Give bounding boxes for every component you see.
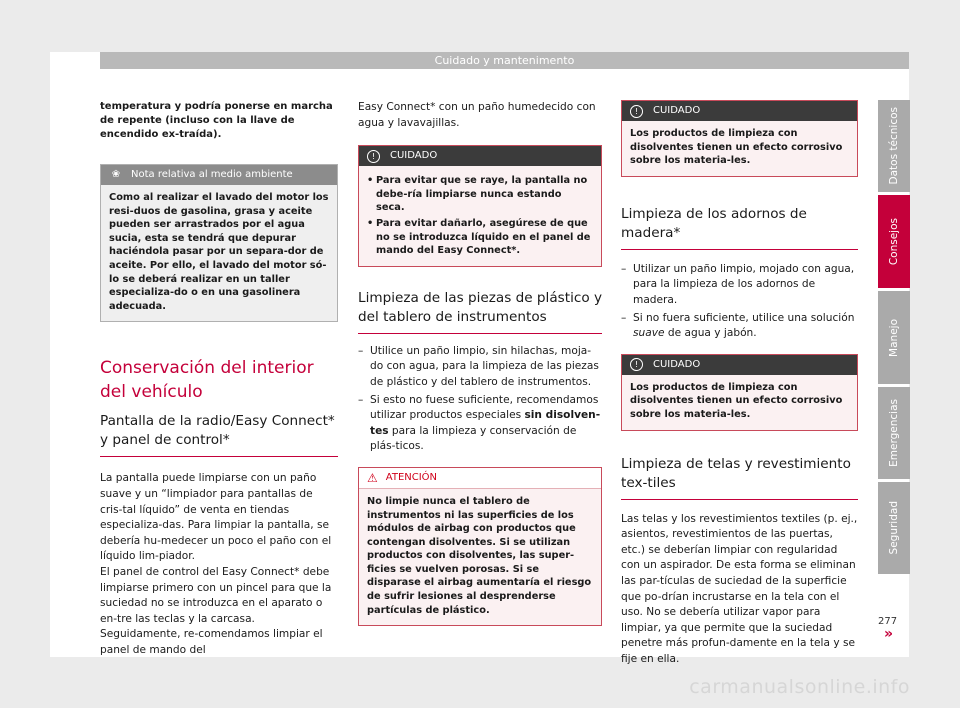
notice-body: Como al realizar el lavado del motor los resi-duos de gasolina, grasa y aceite pueden ser arrastrados por el agua sucia, esta se tendrá que depurar haciéndola pasar por un separa-dor de aceite. Por ello, el lavado del motor só-lo se deberá realizar en un taller especializa-do o en una gasolinera adecuada. bbox=[109, 192, 329, 312]
list-item: – Si no fuera suficiente, utilice una solución suave de agua y jabón. bbox=[621, 311, 855, 340]
next-page-marker: » bbox=[884, 626, 894, 642]
notice-header bbox=[101, 165, 337, 185]
notice-body: Los productos de limpieza con disolventes tienen un efecto corrosivo sobre los materia-les. bbox=[630, 381, 843, 420]
paragraph: El panel de control del Easy Connect* debe limpiarse primero con un pincel para que la suciedad no se introduzca en el aparato o en-tre las teclas y la carcasa. Seguidamente, re-comendamos limpiar el panel de mando del bbox=[100, 565, 332, 656]
column-2 bbox=[358, 100, 602, 646]
bullet-item: • Para evitar que se raye, la pantalla no debe-ría limpiarse nunca estando seca. bbox=[367, 175, 588, 214]
warning-triangle-icon: ⚠ bbox=[367, 470, 378, 485]
notice-header bbox=[359, 146, 601, 166]
tab-datos-tecnicos[interactable]: Datos técnicos bbox=[878, 100, 910, 192]
notice-body: Los productos de limpieza con disolventes tienen un efecto corrosivo sobre los materia-les. bbox=[630, 128, 843, 167]
list-item: – Utilice un paño limpio, sin hilachas, moja-do con agua, para la limpieza de las piezas de plástico y del tablero de instrumentos. bbox=[358, 344, 599, 388]
notice-title: CUIDADO bbox=[653, 358, 701, 370]
tab-emergencias[interactable]: Emergencias bbox=[878, 387, 910, 479]
flower-icon: ❀ bbox=[111, 169, 121, 180]
section-title: Conservación del interior del vehículo bbox=[100, 358, 314, 403]
bullet-icon: • bbox=[367, 175, 374, 187]
tab-consejos[interactable]: Consejos bbox=[878, 195, 910, 288]
notice-title: ATENCIÓN bbox=[385, 471, 438, 483]
bullet-item: • Para evitar dañarlo, asegúrese de que no se introduzca líquido en el panel de mando del Easy Connect*. bbox=[367, 217, 591, 257]
notice-header bbox=[359, 468, 601, 489]
list-item: – Si esto no fuese suficiente, recomendamos utilizar productos especiales sin disolven-tes para la limpieza y conservación de plás-ticos. bbox=[358, 393, 601, 453]
chapter-header: Cuidado y mantenimento bbox=[100, 52, 909, 69]
notice-title: CUIDADO bbox=[653, 105, 701, 116]
caution-notice bbox=[621, 100, 858, 177]
subsection-title: Limpieza de los adornos de madera* bbox=[621, 205, 858, 250]
subsection-title: Pantalla de la radio/Easy Connect* y panel de control* bbox=[100, 412, 338, 457]
notice-body bbox=[359, 166, 601, 266]
notice-header bbox=[622, 101, 857, 121]
tab-seguridad[interactable]: Seguridad bbox=[878, 482, 910, 574]
notice-body: No limpie nunca el tablero de instrumentos ni las superficies de los módulos de airbag con productos que contengan disolventes. Si se utilizan productos con disolventes, las super-ficies se vuelven porosas. Si se disparase el airbag aumentaría el riesgo de sufrir lesiones al desprenderse partículas de plástico. bbox=[367, 495, 592, 616]
info-circle-icon: ! bbox=[367, 150, 380, 163]
list-item: – Utilizar un paño limpio, mojado con agua, para la limpieza de los adornos de madera. bbox=[621, 262, 855, 306]
subsection-title: Limpieza de las piezas de plástico y del tablero de instrumentos bbox=[358, 289, 602, 334]
paragraph: Easy Connect* con un paño humedecido con agua y lavavajillas. bbox=[358, 101, 596, 129]
side-navigation bbox=[878, 100, 910, 577]
page-number: 277 bbox=[878, 616, 898, 627]
paragraph: La pantalla puede limpiarse con un paño suave y un “limpiador para pantallas de cris-tal líquido” de venta en tiendas especializa-das. Para limpiar la pantalla, se debería hu-medecer un poco el paño con el líquido lim-piador. bbox=[100, 472, 332, 563]
paragraph: Las telas y los revestimientos textiles (p. ej., asientos, revestimientos de las puertas, etc.) se deberían limpiar con regularidad con un aspirador. De esta forma se eliminan las par-tículas de suciedad de la superficie que po-drían incrustarse en la tela con el uso. No se debería utilizar vapor para limpiar, ya que permite que la suciedad penetre más profun-damente en la tela y se fije en ella. bbox=[621, 512, 858, 665]
warning-notice bbox=[358, 467, 602, 626]
notice-title: Nota relativa al medio ambiente bbox=[131, 169, 293, 180]
notice-title: CUIDADO bbox=[390, 150, 438, 162]
column-1 bbox=[100, 100, 338, 658]
tab-manejo[interactable]: Manejo bbox=[878, 291, 910, 384]
column-3 bbox=[621, 100, 858, 667]
info-circle-icon: ! bbox=[630, 358, 643, 371]
notice-header bbox=[622, 355, 857, 375]
caution-notice bbox=[621, 354, 858, 431]
subsection-title: Limpieza de telas y revestimiento tex-tiles bbox=[621, 455, 858, 500]
caution-notice bbox=[358, 145, 602, 267]
bullet-icon: • bbox=[367, 217, 374, 229]
info-circle-icon: ! bbox=[630, 105, 643, 118]
manual-page bbox=[50, 52, 909, 665]
environment-notice bbox=[100, 164, 338, 322]
watermark: carmanualsonline.info bbox=[689, 676, 910, 698]
intro-text: temperatura y podría ponerse en marcha de repente (incluso con la llave de encendido ex-traída). bbox=[100, 101, 333, 140]
